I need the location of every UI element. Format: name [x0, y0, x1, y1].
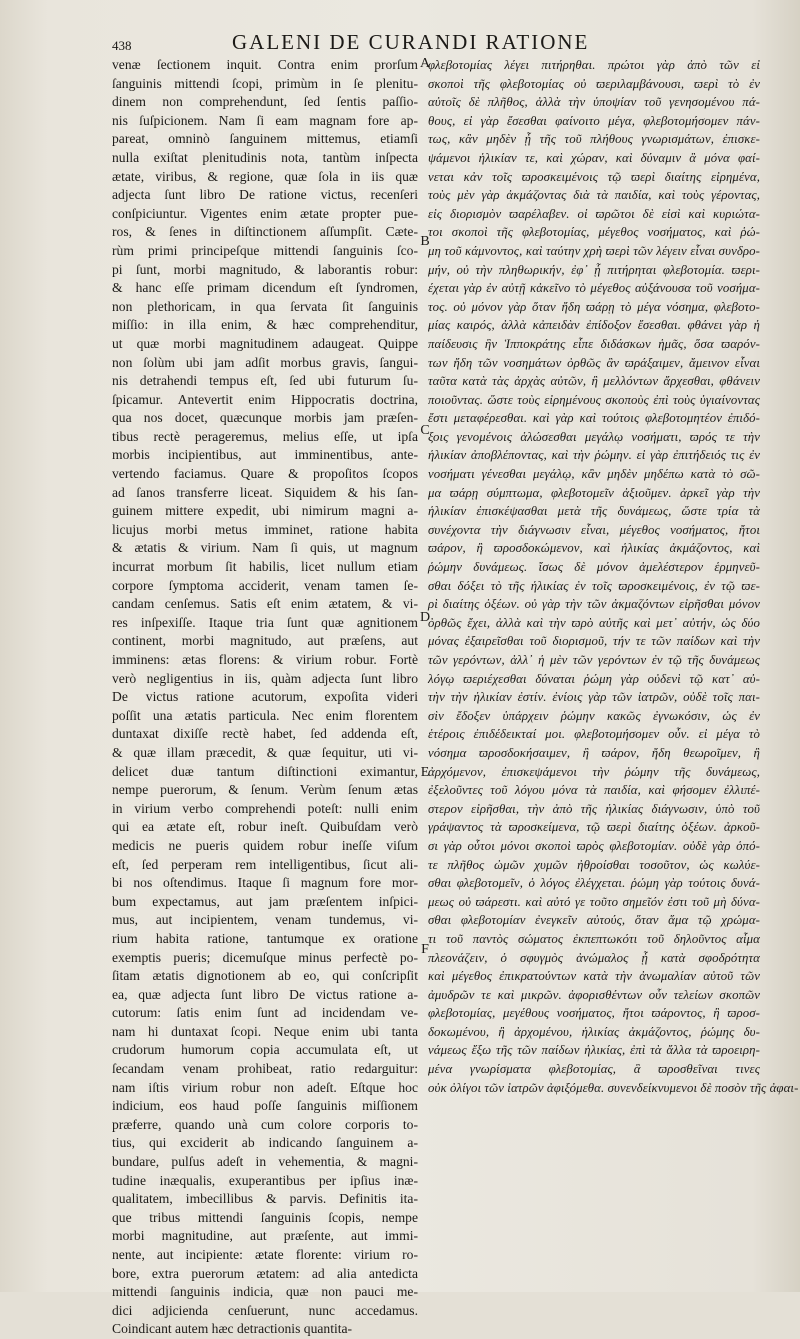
text-line: qualitatem, imbecillibus & parvis. Definitis ita- — [112, 1191, 418, 1207]
text-line: crudorum humorum copia accumulata eſt, ut — [112, 1042, 418, 1058]
text-line: ἑτέροις ἐπιδέδεικταί μοι. φλεβοτομήσομεν οὖν. εἰ μέγα τὸ — [428, 727, 760, 742]
text-line: μα ϖάρῃ σύμπτωμα, φλεβοτομεῖν ἀξιοῦμεν. ἀρκεῖ γὰρ τὴν — [428, 485, 760, 500]
text-line: τως, κἂν μηδὲν ᾖ τῆς τοῦ πλήθους γνωρισμάτων, ἐπισκε- — [428, 132, 760, 147]
text-line: σκοποὶ τῆς φλεβοτομίας οὐ ϖεριλαμβάνουσι, ϖερὶ τὸ ἐν — [428, 76, 760, 91]
text-line: rùm primi principeſque mittendi ſanguinis ſco- — [112, 242, 418, 258]
margin-letter-a: A — [419, 56, 431, 71]
text-line: morbi magnitudine, aut præſente, aut immi- — [112, 1228, 418, 1244]
text-line: ſecandam venam prohibeat, ratio redarguitur: — [112, 1061, 418, 1077]
margin-letter-d: D — [419, 610, 431, 625]
text-line: imminens: ætas florens: & virium robur. Fortè — [112, 652, 418, 667]
page-number: 438 — [112, 38, 132, 53]
text-line: bi nos oſtendimus. Itaque ſi magnum fore mor- — [112, 875, 418, 891]
text-line: εἰς διορισμὸν ϖαρέλαβεν. οἱ ϖρῶτοι δὲ εἰσὶ καὶ κυριώτα- — [428, 206, 760, 221]
text-line: nente, aut incipiente: ætate florente: virium ro- — [112, 1247, 418, 1262]
text-line: ῥώμην δυνάμεως. ἴσως δὲ μόνον ἀμελέστερον ἑρμηνεῦ- — [428, 560, 760, 575]
latin-column — [112, 56, 418, 1339]
text-line: ἀμυδρῶν τε καὶ μικρῶν. ἀφορισθέντων οὖν τελείων σκοπῶν — [428, 987, 760, 1002]
text-line: tius, qui exciderit ab indicando ſanguinem a- — [112, 1135, 418, 1151]
text-line: νεται κἀν τοῖς ϖροσκειμένοις τῷ ϖερὶ διαίτης εἰρημένα, — [428, 169, 760, 184]
text-line: miſſio: in illa enim, & hæc comprehenditur, — [112, 317, 418, 333]
text-line: σθαι δόξει τὸ τῆς ἡλικίας ἐν τοῖς ϖροσκειμένοις, ἐν τῷ ϖε- — [428, 578, 760, 593]
text-line: qua nos docet, quæcunque morbis jam præſen- — [112, 410, 418, 426]
text-line: in virium verbo comprehendi poteſt: nulli enim — [112, 800, 418, 816]
text-line: ἡλικίαν ἐπισκέψασθαι μετὰ τῆς δυνάμεως, ὥστε τρία τὰ — [428, 504, 760, 519]
margin-letter-c: C — [420, 423, 430, 438]
text-line: candam cenſemus. Satis eſt enim ætatem, & vi- — [112, 596, 418, 612]
running-head — [0, 30, 800, 54]
text-line: ætate, viribus, & regione, quæ ſola in iis quæ — [112, 168, 418, 184]
text-line: res inſpexiſſe. Itaque tria ſunt quæ agnitionem — [112, 614, 418, 630]
text-line: ταῦτα κατὰ τὰς ἀρχὰς αὐτῶν, ἢ μελλόντων ἄρχεσθαι, φθάνειν — [428, 374, 760, 389]
text-line: ὀρθῶς ἔχει, ἀλλὰ καὶ τὴν ϖρὸ αὐτῆς καὶ μετ᾽ αὐτήν, ὡς δύο — [428, 615, 760, 630]
text-line: tudine inæqualis, exuperantibus per ipſius inæ- — [112, 1172, 418, 1188]
text-line: morbis incipientibus, aut imminentibus, ante- — [112, 447, 418, 463]
margin-letter-f: F — [421, 942, 429, 957]
text-line: medicis ne pueris quidem robur ineſſe viſum — [112, 837, 418, 853]
text-line: non ſolùm ubi jam adſit morbus gravis, ſangui- — [112, 354, 418, 370]
text-line: que tribus mittendi ſanguinis ſcopis, nempe — [112, 1209, 418, 1225]
text-line: De victus ratione acutorum, expoſita videri — [112, 689, 418, 705]
text-line: exemptis pueris; dicemuſque minus perfectè po- — [112, 949, 418, 965]
margin-letter-b: B — [420, 234, 430, 249]
text-line: λόγῳ ϖεριέχεσθαι δύναται ῥώμη γὰρ οὐδενὶ τῷ κατ᾽ αὐ- — [428, 671, 760, 686]
text-line: Coindicant autem hæc detractionis quantita- — [112, 1321, 353, 1337]
text-line: ἔστι μεταφέρεσθαι. καὶ γὰρ καὶ τούτοις φλεβοτομητέον ἐπιδό- — [428, 411, 760, 426]
text-line: των ἤδη τῶν νοσημάτων ὀρθῶς ἂν ϖράξαιμεν, ἄμεινον εἶναι — [428, 355, 760, 370]
margin-letter-e: E — [420, 765, 430, 780]
text-line: guinem mittere expedit, ubi nimirum magni a- — [112, 503, 418, 519]
text-line: νόσημα ϖροσδοκήσαιμεν, ἢ ϖάρον, ἤδη θεωροῖμεν, ἢ — [428, 745, 760, 760]
text-line: nam iſtis virium robur non adeſt. Eſtque hoc — [112, 1079, 418, 1095]
text-line: δοκωμένου, ἢ ἀρχομένου, ἡλικίας ἀκμάζοντος, ῥώμης δυ- — [428, 1024, 760, 1039]
text-line: μίας καιρός, ἀλλὰ κἀπειδὰν ἐπίδοξον ἔσεσθαι. φθάνει γὰρ ἡ — [428, 318, 760, 333]
text-line: φλεβοτομίας, μεγέθους νοσήματος, ἤτοι ϖάροντος, ἢ ϖροσ- — [428, 1006, 760, 1021]
text-line: σὶν ἔδοξεν ὑπάρχειν ῥώμην κακῶς ἐγνωκόσιν, ὡς ἐν — [428, 708, 760, 723]
text-line: bundare, pulſus adeſt in vehementia, & magni- — [112, 1154, 418, 1170]
text-line: θους, εἰ γὰρ ἔσεσθαι φαίνοιτο μέγα, φλεβοτομήσομεν πάν- — [428, 113, 760, 128]
text-line: nulla exiſtat plenitudinis nota, tantùm inſpecta — [112, 149, 418, 165]
text-line: ϖάρον, ἢ ϖροσδοκώμενον, καὶ ἡλικίας ἀκμάζοντος, καὶ — [428, 541, 760, 556]
text-line: & quæ illam præcedit, & quæ ſequitur, uti vi- — [112, 744, 418, 760]
text-line: incurrat morbum ſit habilis, licet nullum etiam — [112, 559, 418, 575]
text-line: τος. οὐ μόνον γὰρ ὅταν ἤδη ϖάρῃ τὸ μέγα νόσημα, φλεβοτο- — [428, 299, 760, 314]
text-line: eſt, ſed perperam rem intelligentibus, ſicut ali- — [112, 856, 418, 872]
text-line: ἀρχόμενον, ἐπισκεψάμενοι τὴν ῥώμην τῆς δυνάμεως, — [428, 764, 760, 779]
text-line: τὴν τὴν ἡλικίαν ἐστίν. ἐνίοις γὰρ τῶν ἰατρῶν, οὐδὲ τοῖς παι- — [428, 690, 760, 705]
text-line: ποιοῦντας. ὥστε τοὺς εἰρημένους σκοποὺς ἐπὶ τοὺς ὑγιαίνοντας — [428, 392, 760, 407]
text-line: ut quæ morbi magnitudinem adaugeat. Quippe — [112, 335, 418, 351]
text-line: indicium, eos haud poſſe ſanguinis miſſionem — [112, 1098, 418, 1114]
text-line: conſpiciuntur. Vigentes enim ætate propter pue- — [112, 205, 418, 221]
text-line: & ætatis & virium. Nam ſi quis, ut magnum — [112, 540, 418, 556]
text-line: mus, aut incipientem, venam tundemus, vi- — [112, 912, 418, 928]
text-line: έχεται γὰρ ἐν αὐτῇ κἀκεῖνο τὸ μέγεθος αὐξάνουσα τοῦ νοσήμα- — [428, 281, 760, 296]
text-line: vertendo faciamus. Quare & propoſitos ſcopos — [112, 466, 418, 482]
text-line: qui ea ætate eſt, robur ineſt. Quibuſdam verò — [112, 819, 418, 835]
text-line: σθαι φλεβοτομεῖν, ὁ λόγος ἐλέγχεται. ῥώμη γὰρ τούτοις δυνά- — [428, 876, 760, 891]
text-line: τῶν γερόντων, ἀλλ᾽ ἡ μὲν τῶν γερόντων ἐν τῷ τῆς δυνάμεως — [428, 653, 760, 667]
text-line: nis ſuſpicionem. Nam ſi eam magnam fore ap- — [112, 112, 418, 128]
text-line: pareat, omninò ſanguinem mittemus, etiamſi — [112, 131, 418, 147]
text-line: rium habita ratione, tantumque ex oratione — [112, 930, 418, 946]
text-line: φλεβοτομίας λέγει πιτήρηθαι. πρώτοι γὰρ ἀπὸ τῶν εἰ — [428, 58, 760, 72]
text-line: venæ ſectionem inquit. Contra enim prorſum — [112, 57, 418, 72]
text-line: cutorum: ſatis enim ſunt ad incidendam ve- — [112, 1005, 418, 1021]
text-line: ad ſanos transferre liceat. Siquidem & his ſan- — [112, 484, 418, 500]
text-line: οὐκ ὀλίγοι τῶν ἰατρῶν ἀφιξόμεθα. συνενδείκνυμενοι δὲ ποσὸν τῆς ἀφαι- — [428, 1080, 799, 1095]
text-line: μένα γνωρίσματα φλεβοτομίας, ἃ ϖροσθεῖναι τινες — [428, 1062, 760, 1077]
text-line: νάμεως ἔξω τῆς τῶν παίδων ἡλικίας, ἐπὶ τὰ ἄλλα τὰ ϖροειρη- — [428, 1043, 760, 1058]
text-line: pi ſunt, morbi magnitudo, & laborantis robur: — [112, 261, 418, 277]
text-line: non plethoricam, in qua ſervata ſit ſanguinis — [112, 298, 418, 314]
text-line: & hanc eſſe primam dicendum eſt ſyndromen, — [112, 280, 418, 296]
text-line: τε πλῆθος ὠμῶν χυμῶν ἠθροίσθαι τοσοῦτον, ὡς κωλύε- — [428, 857, 760, 872]
text-line: poſſit una ætatis particula. Nec enim florentem — [112, 707, 418, 723]
text-line: ψάμενοι ἡλικίαν τε, καὶ χώραν, καὶ δύναμιν ἃ μόνα φαί- — [428, 150, 760, 165]
text-line: ρὶ διαίτης ὀξέων. οὐ γὰρ τὴν τῶν ἀκμαζόντων εἰρῆσθαι μόνον — [428, 597, 760, 612]
greek-column — [428, 56, 799, 1097]
text-line: verò negligentius in iis, quàm adjecta ſunt libro — [112, 670, 418, 686]
text-line: dinem non comprehendunt, ſed ſentis paſſio- — [112, 94, 418, 110]
text-line: μεως οὐ ϖάρεστι. καὶ αὐτό γε τοῦτο σημεῖόν ἐστι τοῦ μὴ δύνα- — [428, 894, 760, 909]
text-line: mittendi ſanguinis indicia, quæ non pauci me- — [112, 1284, 418, 1300]
text-line: corpore ſymptoma acciderit, venam tamen ſe- — [112, 577, 418, 593]
text-line: μόνας ἐξαιρεῖσθαι τοῦ διορισμοῦ, τήν τε τῶν παίδων καὶ τὴν — [428, 634, 760, 649]
text-line: μήν, οὐ τὴν πληθωρικήν, ἐφ᾽ ᾗ πιτήρηται φλεβοτομία. ϖερι- — [428, 262, 760, 277]
text-line: ſpicamur. Antevertit enim Hippocratis doctrina, — [112, 391, 418, 407]
text-line: καὶ μέγεθος ἐπικρατούντων κατὰ τὴν ἀνωμαλίαν αὐτοῦ τῶν — [428, 969, 760, 984]
text-line: σθαι φλεβοτομίαν ἐνεγκεῖν αὐτούς, ὅταν ἅμα τῷ χρώμα- — [428, 913, 760, 928]
text-line: ſanguinis mittendi ſcopi, primùm in ſe plenitu- — [112, 75, 418, 91]
text-line: πλεονάζειν, ὁ σφυγμὸς ἀνώμαλος ᾖ κατὰ σφοδρότητα — [428, 950, 760, 965]
text-line: νοσήματι γένεσθαι μεγάλῳ, κἂν μηδὲν μηδέπω κατὰ τὸ σῶ- — [428, 467, 760, 482]
text-line: γράψαντος τὰ ϖροσκείμενα, τῷ ϖερὶ διαίτης ὀξέων. ἀρκοῦ- — [428, 820, 760, 835]
text-line: ros, & ſenes in diſtinctionem aſſumpſit. Cæte- — [112, 224, 418, 240]
text-line: ξοις γενομένοις ἁλώσεσθαι μεγάλῳ νοσήματι, ϖρός τε τὴν — [428, 429, 760, 444]
text-line: bore, extra puerorum ætatem: ad alia antedicta — [112, 1265, 418, 1281]
text-line: τι τοῦ παντὸς σώματος ἐκπεπτωκότι τοῦ δηλοῦντος αἷμα — [428, 931, 760, 946]
text-line: duntaxat dixiſſe rectè habet, ſed addenda eſt, — [112, 726, 418, 742]
text-line: nis detrahendi tempus eſt, ſed ubi futurum ſu- — [112, 373, 418, 389]
text-line: tibus rectè perageremus, melius eſſe, ut ipſa — [112, 428, 418, 444]
text-line: ἡλικίαν ἀποβλέποντας, καὶ τὴν ῥώμην. εἰ γὰρ ἐπιτήδειός τις ἐν — [428, 448, 760, 463]
text-line: nam hi duntaxat ſcopi. Neque enim ubi tanta — [112, 1023, 418, 1039]
text-line: nempe puerorum, & ſenum. Verùm ſenum ætas — [112, 782, 418, 798]
text-line: στερον εἰρῆσθαι, τὴν ἀπὸ τῆς ἡλικίας διάγνωσιν, ὑπὸ τοῦ — [428, 801, 760, 816]
text-line: ſitam ætatis dignotionem ab eo, qui conſcripſit — [112, 968, 418, 984]
text-line: σι γὰρ οὗτοι μόνοι σκοποὶ ϖρὸς φλεβοτομίαν. οὐδὲ γὰρ ὁπό- — [428, 838, 760, 853]
text-line: adjecta ſunt libro De ratione victus, recenſeri — [112, 187, 418, 203]
text-line: præferre, quando unà cum colore corporis to- — [112, 1116, 418, 1132]
text-line: τοι σκοποὶ τῆς φλεβοτομίας, μέγεθος νοσήματος, καὶ ῥώ- — [428, 225, 760, 240]
text-line: τοὺς μὲν γὰρ ἀκμάζοντας διὰ τὰ παιδία, καὶ τοὺς γέροντας, — [428, 188, 760, 203]
text-line: bum expectamus, aut jam præſentem inſpici- — [112, 893, 418, 909]
text-line: licujus morbi metus imminet, ratione habita — [112, 521, 418, 537]
text-line: παίδευσις ἣν Ἱπποκράτης εἶπε διδάσκων ἡμᾶς, ὅσα ϖαρόν- — [428, 336, 760, 351]
text-line: μη τοῦ κάμνοντος, καὶ ταύτην χρὴ ϖερὶ τῶν λέγειν εἶναι συνδρο- — [428, 243, 760, 258]
text-line: delicet duæ tantum diſtinctioni eximantur, — [112, 763, 418, 779]
text-line: συνέχοντα τὴν διάγνωσιν εἶναι, μέγεθος νοσήματος, ἤτοι — [428, 522, 760, 537]
text-line: ἐξελοῦντες τοῦ λόγου μόνα τὰ παιδία, καὶ φήσομεν ἐλλιπέ- — [428, 783, 760, 798]
text-line: continent, morbi magnitudo, aut præſens, aut — [112, 633, 418, 649]
text-line: ea, quæ adjecta ſunt libro De victus ratione a- — [112, 986, 418, 1002]
text-line: αὐτοῖς δὲ πλῆθος, ἀλλὰ τὴν ὑποψίαν τοῦ γενησομένου πά- — [428, 95, 760, 110]
running-title: GALENI DE CURANDI RATIONE — [232, 30, 590, 54]
text-line: dici adjicienda cenſuerunt, nunc accedamus. — [112, 1302, 418, 1318]
